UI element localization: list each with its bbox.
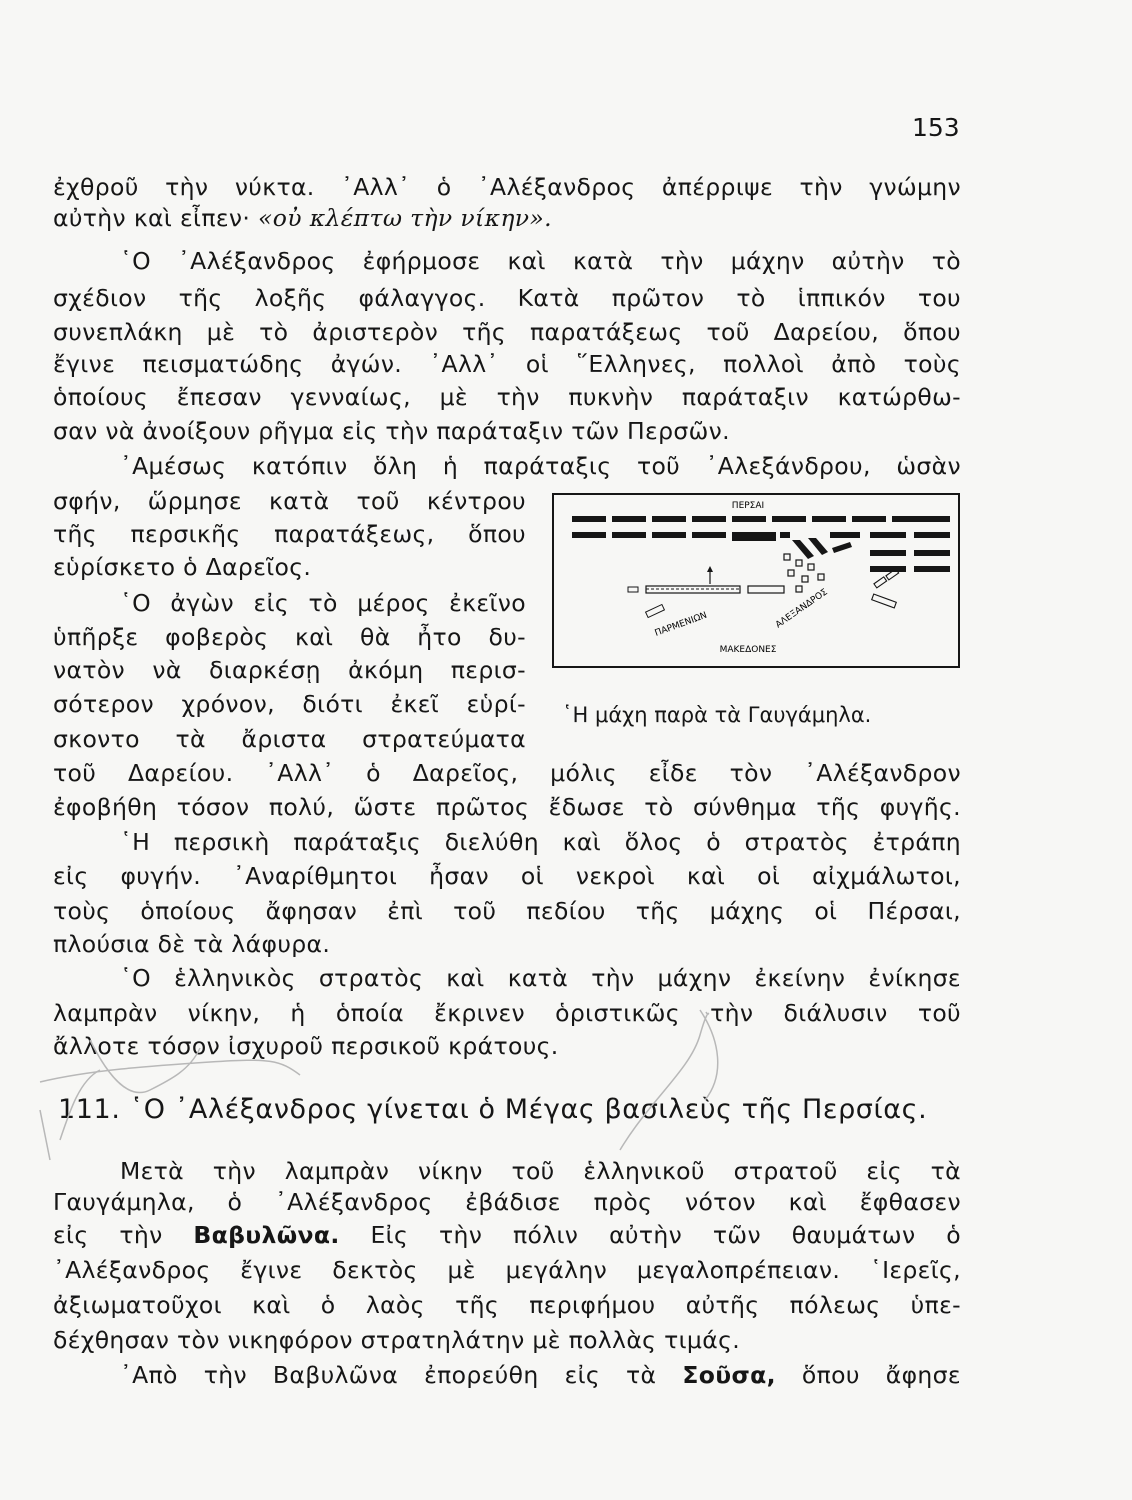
- text-line: ᾿Αλέξανδρος ἔγινε δεκτὸς μὲ μεγάλην μεγαλοπρέπειαν. ῾Ιερεῖς,: [53, 1256, 961, 1284]
- text-span: ὅπου ἄφησε: [801, 1361, 961, 1389]
- battle-diagram: [552, 488, 961, 670]
- text-line: [120, 1360, 961, 1390]
- text-line: ἐφοβήθη τόσον πολύ, ὥστε πρῶτος ἔδωσε τὸ σύνθημα τῆς φυγῆς.: [53, 793, 961, 821]
- text-line: τῆς περσικῆς παρατάξεως, ὅπου: [53, 520, 526, 548]
- text-line: νατὸν νὰ διαρκέσῃ ἀκόμη περισ-: [53, 656, 526, 684]
- text-line: [53, 1220, 961, 1250]
- text-line: ἐχθροῦ τὴν νύκτα. ᾿Αλλ᾿ ὁ ᾿Αλέξανδρος ἀπέρριψε τὴν γνώμην: [53, 173, 961, 201]
- text-line: εἰς φυγήν. ᾿Αναρίθμητοι ἦσαν οἱ νεκροὶ καὶ οἱ αἰχμάλωτοι,: [53, 862, 961, 890]
- page-number: 153: [912, 113, 960, 142]
- text-line: τοῦ Δαρείου. ᾿Αλλ᾿ ὁ Δαρεῖος, μόλις εἶδε τὸν ᾿Αλέξανδρον: [53, 759, 961, 787]
- persians-label: ΠΕΡΣΑΙ: [731, 501, 765, 511]
- text-span: ᾿Απὸ τὴν Βαβυλῶνα ἐπορεύθη εἰς τὰ: [120, 1361, 657, 1389]
- text-line: εὑρίσκετο ὁ Δαρεῖος.: [53, 553, 312, 581]
- alexander-label: ΑΛΕΞΑΝΔΡΟΣ: [773, 587, 830, 631]
- text-line: σκοντο τὰ ἄριστα στρατεύματα: [53, 725, 526, 753]
- parmenion-line: [628, 566, 784, 618]
- text-line: ἀξιωματοῦχοι καὶ ὁ λαὸς τῆς περιφήμου αὐτῆς πόλεως ὑπε-: [53, 1291, 961, 1319]
- diagram-caption: ῾Η μάχη παρὰ τὰ Γαυγάμηλα.: [562, 703, 872, 727]
- macedonian-wedge: [784, 554, 824, 592]
- text-line: ὁποίους ἔπεσαν γενναίως, μὲ τὴν πυκνὴν παράταξιν κατώρθω-: [53, 383, 961, 411]
- text-line: ἄλλοτε τόσον ἰσχυροῦ περσικοῦ κράτους.: [53, 1032, 559, 1060]
- text-line: ῾Η περσικὴ παράταξις διελύθη καὶ ὅλος ὁ στρατὸς ἐτράπη: [120, 828, 961, 856]
- text-line: σχέδιον τῆς λοξῆς φάλαγγος. Κατὰ πρῶτον τὸ ἱππικόν του: [53, 284, 961, 312]
- text-line: Γαυγάμηλα, ὁ ᾿Αλέξανδρος ἐβάδισε πρὸς νότον καὶ ἔφθασεν: [53, 1188, 961, 1216]
- text-span: εἰς τὴν: [53, 1221, 163, 1249]
- persian-lines: [572, 516, 950, 572]
- macedonians-label: ΜΑΚΕΔΟΝΕΣ: [719, 645, 777, 655]
- text-line: [53, 203, 552, 233]
- text-span: Εἰς τὴν πόλιν αὐτὴν τῶν θαυμάτων ὁ: [370, 1221, 961, 1249]
- text-line: σότερον χρόνον, διότι ἐκεῖ εὑρί-: [53, 690, 526, 718]
- parmenion-label: ΠΑΡΜΕΝΙΩΝ: [653, 610, 709, 639]
- text-line: Μετὰ τὴν λαμπρὰν νίκην τοῦ ἑλληνικοῦ στρατοῦ εἰς τὰ: [120, 1157, 961, 1185]
- place-name: Σοῦσα,: [682, 1361, 776, 1389]
- quote-text: «οὐ κλέπτω τὴν νίκην».: [258, 204, 552, 232]
- text-line: δέχθησαν τὸν νικηφόρον στρατηλάτην μὲ πολλὰς τιμάς.: [53, 1326, 741, 1354]
- text-line: ἔγινε πεισματώδης ἀγών. ᾿Αλλ᾿ οἱ ῞Ελληνες, πολλοὶ ἀπὸ τοὺς: [53, 350, 961, 378]
- text-line: πλούσια δὲ τὰ λάφυρα.: [53, 930, 331, 958]
- alexander-cavalry: [872, 569, 899, 608]
- text-line: ῾Ο ᾿Αλέξανδρος ἐφήρμοσε καὶ κατὰ τὴν μάχην αὐτὴν τὸ: [120, 247, 961, 275]
- text-line: λαμπρὰν νίκην, ἡ ὁποία ἔκρινεν ὁριστικῶς τὴν διάλυσιν τοῦ: [53, 999, 961, 1027]
- place-name: Βαβυλῶνα.: [193, 1221, 340, 1249]
- text-line: σφήν, ὥρμησε κατὰ τοῦ κέντρου: [53, 487, 526, 515]
- text-line: συνεπλάκη μὲ τὸ ἀριστερὸν τῆς παρατάξεως τοῦ Δαρείου, ὅπου: [53, 318, 961, 346]
- text-line: ὑπῆρξε φοβερὸς καὶ θὰ ἦτο δυ-: [53, 623, 526, 651]
- text-line: ῾Ο ἑλληνικὸς στρατὸς καὶ κατὰ τὴν μάχην ἐκείνην ἐνίκησε: [120, 964, 961, 992]
- text-line: σαν νὰ ἀνοίξουν ρῆγμα εἰς τὴν παράταξιν τῶν Περσῶν.: [53, 417, 730, 445]
- text-line: ᾿Αμέσως κατόπιν ὅλη ἡ παράταξις τοῦ ᾿Αλεξάνδρου, ὡσὰν: [120, 452, 961, 480]
- text-line: τοὺς ὁποίους ἄφησαν ἐπὶ τοῦ πεδίου τῆς μάχης οἱ Πέρσαι,: [53, 897, 961, 925]
- text-line: ῾Ο ἀγὼν εἰς τὸ μέρος ἐκεῖνο: [120, 589, 526, 617]
- section-heading: 111. ῾Ο ᾿Αλέξανδρος γίνεται ὁ Μέγας βασιλεὺς τῆς Περσίας.: [58, 1094, 928, 1125]
- text-span: αὐτὴν καὶ εἶπεν·: [53, 204, 251, 232]
